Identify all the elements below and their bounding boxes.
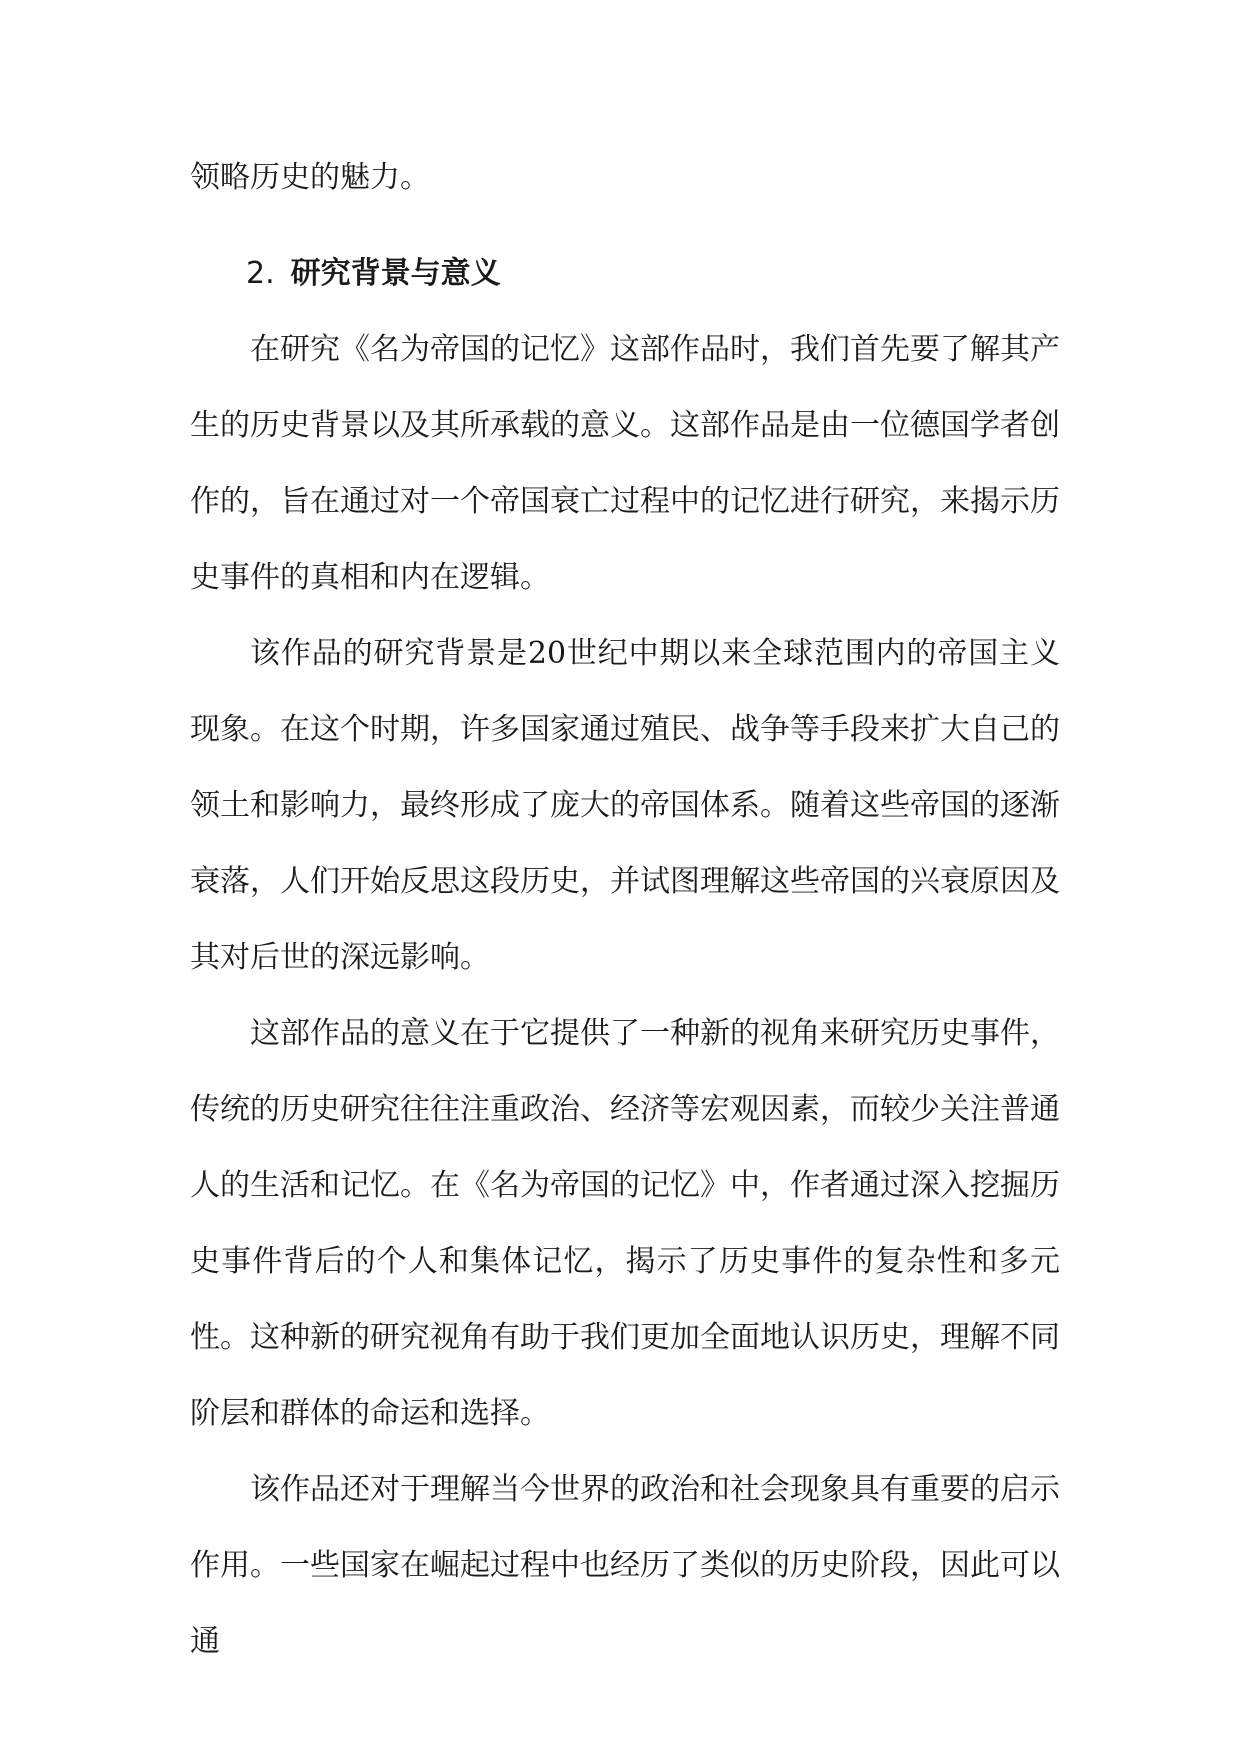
section-heading <box>190 236 1060 312</box>
section-title: 研究背景与意义 <box>290 256 501 291</box>
paragraph-significance: 这部作品的意义在于它提供了一种新的视角来研究历史事件，传统的历史研究往往注重政治、经济等宏观因素，而较少关注普通人的生活和记忆。在《名为帝国的记忆》中，作者通过深入挖掘历史事件背后的个人和集体记忆，揭示了历史事件的复杂性和多元性。这种新的研究视角有助于我们更加全面地认识历史，理解不同阶层和群体的命运和选择。 <box>190 1016 1060 1431</box>
section-number: 2. <box>246 256 275 291</box>
paragraph-background: 在研究《名为帝国的记忆》这部作品时，我们首先要了解其产生的历史背景以及其所承载的意义。这部作品是由一位德国学者创作的，旨在通过对一个帝国衰亡过程中的记忆进行研究，来揭示历史事件的真相和内在逻辑。 <box>190 332 1060 595</box>
paragraph-contemporary-relevance: 该作品还对于理解当今世界的政治和社会现象具有重要的启示作用。一些国家在崛起过程中也经历了类似的历史阶段，因此可以通 <box>190 1472 1060 1659</box>
document-body <box>190 140 1060 1680</box>
paragraph-research-context: 该作品的研究背景是20世纪中期以来全球范围内的帝国主义现象。在这个时期，许多国家通过殖民、战争等手段来扩大自己的领土和影响力，最终形成了庞大的帝国体系。随着这些帝国的逐渐衰落，人们开始反思这段历史，并试图理解这些帝国的兴衰原因及其对后世的深远影响。 <box>190 636 1060 975</box>
continuation-paragraph: 领略历史的魅力。 <box>190 160 430 195</box>
